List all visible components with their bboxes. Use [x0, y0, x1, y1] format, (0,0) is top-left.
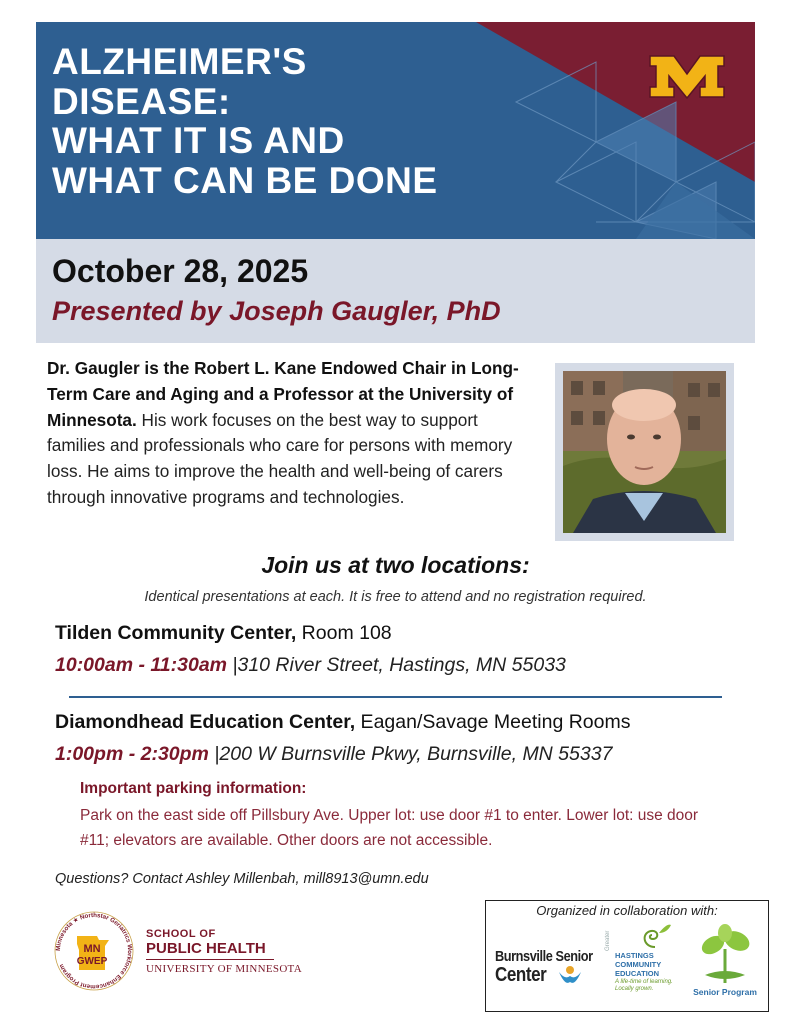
- location-1-time: [55, 654, 566, 677]
- gwep-abbr-1: MN: [83, 943, 101, 955]
- location-time: 10:00am - 11:30am: [55, 654, 227, 676]
- parking-body: Park on the east side off Pillsbury Ave. Upper lot: use door #1 to enter. Lower lot: use door #11; elevators are available. Other doors are not accessible.: [80, 807, 699, 849]
- bio-bold: Dr. Gaugler is the Robert L. Kane Endowed Chair in Long-Term Care and Aging and a Professor at the University of Minnesota.: [47, 358, 519, 430]
- location-address: |200 W Burnsville Pkwy, Burnsville, MN 55337: [208, 743, 613, 765]
- hands-icon: [557, 962, 583, 988]
- location-divider: [69, 696, 722, 698]
- title-line: DISEASE:: [52, 80, 231, 122]
- burnsville-line-1: Burnsville Senior: [495, 948, 593, 965]
- title-line: WHAT CAN BE DONE: [52, 159, 438, 201]
- hastings-slogan-1: A life-time of learning.: [615, 979, 673, 985]
- gwep-ring-text: Minnesota ★ Northstar Geriatrics Workforce Enhancement Program: [54, 911, 134, 991]
- event-date: October 28, 2025: [52, 253, 309, 289]
- burnsville-line-2: Center: [495, 964, 547, 986]
- event-title: [52, 42, 438, 200]
- mn-gwep-logo: [53, 910, 135, 992]
- join-heading: Join us at two locations:: [261, 552, 530, 578]
- university-m-logo: [648, 54, 726, 99]
- presenter-bio: [47, 356, 537, 511]
- location-1-name: [55, 622, 392, 645]
- sph-line-3: UNIVERSITY OF MINNESOTA: [146, 963, 302, 975]
- contact-line: Questions? Contact Ashley Millenbah, mill8913@umn.edu: [55, 871, 429, 887]
- hastings-community-education-logo: [605, 921, 677, 1003]
- sph-line-1: SCHOOL OF: [146, 928, 216, 940]
- join-subheading: Identical presentations at each. It is free to attend and no registration required.: [144, 589, 647, 605]
- spiral-leaf-icon: [637, 921, 673, 949]
- presenter-line: Presented by Joseph Gaugler, PhD: [52, 296, 501, 326]
- bio-text: His work focuses on the best way to support families and professionals who care for persons with memory loss. He aims to improve the health and well-being of carers through innovative programs and technologies.: [47, 409, 513, 507]
- location-2-time: [55, 743, 612, 766]
- sph-rule: [146, 959, 274, 960]
- location-room: Room 108: [296, 622, 392, 644]
- hastings-greater: Greater: [605, 930, 611, 951]
- sprout-icon: [697, 923, 753, 985]
- location-address: |310 River Street, Hastings, MN 55033: [227, 654, 566, 676]
- parking-title: Important parking information:: [80, 780, 307, 797]
- location-time: 1:00pm - 2:30pm: [55, 743, 209, 765]
- gwep-abbr-2: GWEP: [76, 956, 108, 967]
- hastings-line-3: EDUCATION: [615, 969, 660, 978]
- location-name: Tilden Community Center,: [55, 622, 297, 644]
- presenter-photo-frame: [555, 363, 734, 541]
- school-of-public-health-logo: [146, 928, 302, 975]
- date-bar: [36, 239, 755, 343]
- hastings-line-2: COMMUNITY: [615, 960, 662, 969]
- collaboration-box: [485, 900, 769, 1012]
- location-2-name: [55, 711, 630, 734]
- senior-program-logo: [689, 923, 761, 1003]
- sph-line-2: PUBLIC HEALTH: [146, 940, 266, 957]
- location-name: Diamondhead Education Center,: [55, 711, 356, 733]
- title-line: ALZHEIMER'S: [52, 41, 307, 82]
- location-room: Eagan/Savage Meeting Rooms: [355, 711, 631, 733]
- title-line: WHAT IT IS AND: [52, 120, 345, 161]
- hastings-line-1: HASTINGS: [615, 951, 654, 960]
- collaboration-title: Organized in collaboration with:: [536, 903, 718, 918]
- hastings-slogan-2: Locally grown.: [615, 986, 654, 992]
- presenter-photo: [563, 371, 726, 533]
- senior-program-label: Senior Program: [693, 987, 757, 997]
- title-banner: [36, 22, 755, 239]
- burnsville-senior-center-logo: [495, 948, 595, 985]
